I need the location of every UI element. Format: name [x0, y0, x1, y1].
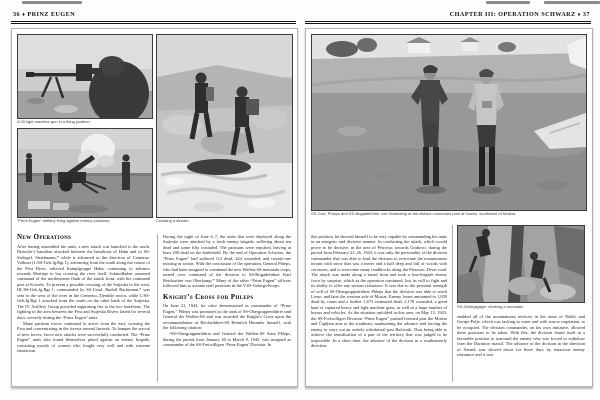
- section-heading-new-operations: New Operations: [17, 234, 72, 241]
- machine-gun-illustration: [18, 35, 152, 118]
- right-header-rule: [305, 21, 591, 25]
- artillery-illustration: [18, 129, 152, 217]
- right-page: [305, 28, 593, 387]
- officers-illustration: [312, 35, 586, 210]
- left-page: [11, 28, 298, 387]
- chapter-title: CHAPTER III: OPERATION SCHWARZ: [449, 11, 576, 18]
- photo-caption: Crossing a stream.: [156, 218, 190, 223]
- column-rule: [452, 225, 453, 382]
- right-page-header: [450, 11, 590, 18]
- scan-artifact: [22, 1, 82, 4]
- photo-machine-gun: [17, 34, 153, 119]
- book-title: PRINZ EUGEN: [27, 11, 76, 18]
- photo-artillery: [17, 128, 153, 218]
- section-heading-knights-cross: Knight’s Cross for Phleps: [163, 292, 254, 301]
- left-header-rule: [11, 21, 296, 25]
- left-page-header: [13, 11, 75, 18]
- photo-officers: [311, 34, 587, 211]
- body-paragraph: Many partisan forces continued to arrive from the east, crossing the Piva and concentrating in the forests around Javorak. To hamper the arrival of new forces, fierce new attacks were successfully conducted. The “Prinz Eugen” units also found themselves pitted against an enemy brigade, consisting mostly of women who fought very well and with extreme fanaticism.: [17, 321, 150, 354]
- body-paragraph: On June 21, 1943, for valor demonstrated as commander of “Prinz Eugen,” Phleps was promoted to the rank of SS-Obergruppenführer und General der Waffen-SS and was awarded the Knight’s Cross upon the recommendation of Reichsführer-SS Heinrich Himmler himself, with the following citation:: [163, 303, 291, 331]
- photo-caption: SS-Gruf. Phleps and SS-Brigadeführer von Oberkamp at the division command post at Gacko, southwest of Mostar.: [311, 211, 516, 216]
- right-page-number: 37: [582, 11, 590, 18]
- right-column-2: [457, 225, 585, 357]
- scan-artifact: [544, 1, 600, 4]
- body-paragraph: this position, he showed himself to be very capable by commanding his units in an energetic and decisive manner. In conducting the attack, which would prove to be decisive, in the area of Petrovac towards Grahovo, during the period from February 21–26, 1943, it was only the personality of the division commander that was able to lead the division to overcome the mountainous terrain with snow that was a meter and a half deep and full of woods with crevasses, and to overcome many roadblocks along the Petrovac–Drvar road. The attack was made along a broad front and took a four-brigade enemy force by surprise, which as the operation continued, lost its will to fight and its ability to offer any serious resistance. It was due to the personal strength of will of SS-Obergruppenführer Phleps that the division was able to reach Livno, and later the western side of Mostar. Enemy losses amounted to 1,850 dead by count and a further 1,673 estimated dead, 2,178 wounded, a great haul of captured heavy and light machine guns, as well as a large number of horses and vehicles. As the situation unfolded in this area, on May 15, 1943, the SS-Freiwilligen Division “Prinz Eugen” pushed forward past the Mostar and Čapljina area to the southeast, maintaining the advance and forcing the enemy to carry out an orderly withdrawal past Bačarnik. Thus being able to achieve the reunification of a part of the territory that was judged to be impossible. In a short time, the advance of the division in a southeasterly direction: [311, 234, 447, 349]
- body-paragraph: enabled all of the mountainous territory in the areas of Nikšić and Gornje-Polje, which was lacking in water and with scarce vegetation, to be occupied. The division commander, on his own initiative, allowed these positions to be taken. With this, the division found itself in a favorable position to surround the enemy who was forced to withdraw from the Durmitor massif. The advance of the division in the direction of Šavnik was slowed down for three days by tenacious enemy resistance and it was: [457, 313, 585, 357]
- photo-caption: “Prinz Eugen” artillery firing against enemy positions.: [17, 218, 111, 223]
- photo-climbing: [457, 225, 585, 303]
- left-text-block: [17, 234, 291, 382]
- left-column-2: [163, 234, 291, 348]
- body-paragraph-quote: “SS-Obergruppenführer and General der Waffen-SS Artur Phleps, during the period from January 20 to March 9, 1943, was assigned as commander of the SS-Freiwilligen ‘Prinz Eugen’ Division. In: [163, 331, 291, 348]
- stream-illustration: [157, 35, 292, 217]
- right-column-1: [311, 234, 447, 349]
- left-page-number: 36: [13, 11, 21, 18]
- column-rule: [157, 234, 158, 382]
- scan-artifact: [486, 1, 530, 4]
- climbing-illustration: [458, 226, 584, 302]
- right-text-block: [311, 225, 585, 382]
- photo-stream-crossing: [156, 34, 293, 218]
- body-paragraph: During the night of June 6–7, the units that were deployed along the Sutjeska were attacked by a fresh enemy brigade, suffering about ten dead and some fifty wounded. The partisans were repulsed, leaving at least 200 dead on the battlefield. By the end of Operation Schwarz, the “Prinz Eugen” had suffered 112 dead, 424 wounded, and twenty-one missing in action. With the conclusion of the operation, General Phleps, who had been assigned to command the new Waffen-SS mountain corps, turned over command of the division to SS-Brigadeführer Karl Reichsritter von Oberkamp.* Many of the other “Prinz Eugen” officers followed him to assume staff positions in the V.SS-Gebirgs-Korps.: [163, 234, 291, 289]
- left-column-1: [17, 234, 150, 354]
- diamond-icon: ♦: [22, 12, 26, 18]
- diamond-icon: ♦: [577, 12, 581, 18]
- photo-caption: A 20 light machine gun in a firing position.: [17, 119, 91, 124]
- photo-caption: SS-Gebirgsjäger climbing a mountain.: [457, 304, 525, 309]
- body-paragraph: After having assembled the units, a new attack was launched to the north. Dietsche’s battalion attacked between the battalions of Hahn and of SS-Stabsgef. Strathmann,* while it advanced in the direction of Cemerno. Vollmer (I./SS-Geb.Jg.Rgt 1), advancing from the south along the course of the Piva River, relieved Kampfgruppe Hahn, continuing to advance towards Mratinje to bar crossing the river itself. Schmidhuber assumed command of the northeastern flank of the attack front, with his command post at Krivido. To prevent a possible crossing of the Sutjeska to the west, III./SS-Geb.Jg.Rgt 1, commanded by SS-Ustuf. Rudolf Bachmann,* was sent to the west of the river in the Cemerno–Tjentište sector, while I./SS-Geb.Jg.Rgt 1 attacked from the south on the other bank of the Sutjeska. The IV. Artillery Group provided supporting fire to the two battalions. The fighting in the area between the Piva and Sutjeska Rivers lasted for several days, severely testing the “Prinz Eugen” units.: [17, 243, 150, 320]
